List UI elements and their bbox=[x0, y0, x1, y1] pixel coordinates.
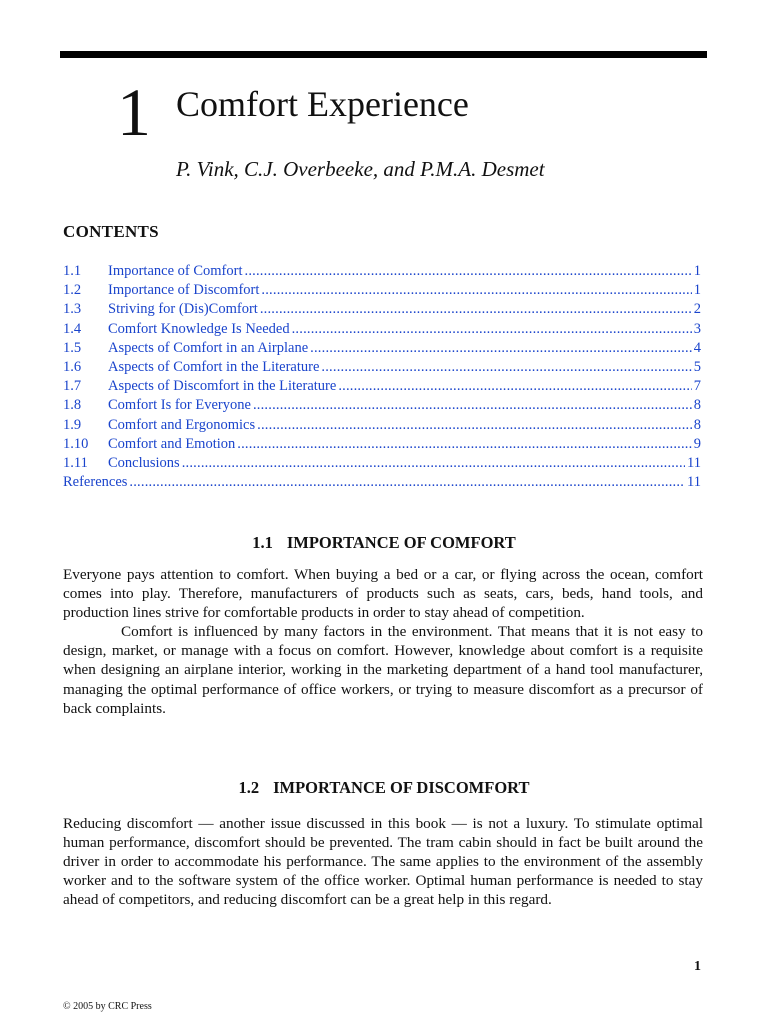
toc-dot-leader bbox=[237, 436, 691, 453]
chapter-top-rule bbox=[60, 51, 707, 58]
toc-dot-leader bbox=[257, 417, 692, 434]
toc-dot-leader bbox=[260, 301, 692, 318]
copyright-notice: © 2005 by CRC Press bbox=[63, 1001, 152, 1012]
toc-entry-number: 1.5 bbox=[63, 339, 82, 356]
section-number: 1.2 bbox=[238, 778, 260, 797]
toc-entry-page: 11 bbox=[687, 474, 701, 491]
toc-entry-page: 5 bbox=[693, 358, 701, 375]
toc-dot-leader bbox=[310, 340, 692, 357]
page-number: 1 bbox=[694, 959, 701, 974]
toc-entry-page: 2 bbox=[693, 301, 701, 318]
toc-entry[interactable] bbox=[63, 378, 701, 397]
chapter-title: Comfort Experience bbox=[176, 84, 469, 124]
toc-entry-number: 1.2 bbox=[63, 282, 82, 299]
toc-entry-title: References bbox=[63, 474, 128, 491]
table-of-contents bbox=[63, 263, 701, 493]
toc-entry[interactable] bbox=[63, 321, 701, 340]
toc-entry-page: 1 bbox=[693, 263, 701, 279]
toc-entry[interactable] bbox=[63, 263, 701, 282]
toc-entry-title: Comfort Knowledge Is Needed bbox=[108, 320, 290, 337]
section-body bbox=[63, 565, 703, 718]
toc-entry-page: 7 bbox=[693, 378, 701, 395]
toc-entry-page: 11 bbox=[687, 454, 701, 471]
toc-dot-leader bbox=[129, 474, 685, 491]
toc-dot-leader bbox=[245, 263, 692, 280]
toc-entry-number: 1.1 bbox=[63, 263, 82, 279]
toc-entry-page: 8 bbox=[693, 416, 701, 433]
toc-entry-title: Aspects of Discomfort in the Literature bbox=[108, 378, 337, 395]
toc-entry-title: Importance of Comfort bbox=[108, 263, 243, 279]
section-title: IMPORTANCE OF COMFORT bbox=[286, 533, 516, 552]
toc-entry-page: 9 bbox=[693, 435, 701, 452]
toc-dot-leader bbox=[321, 359, 691, 376]
paragraph: Comfort is influenced by many factors in the environment. That means that it is not easy to design, market, or manage with a focus on comfort. However, knowledge about comfort is a requisite when designing an airplane interior, working in the marketing department of a hand tool manufacturer, managing the optimal performance of office workers, or trying to measure discomfort as a precursor of back complaints. bbox=[63, 623, 703, 717]
toc-entry-number: 1.4 bbox=[63, 320, 82, 337]
toc-entry-title: Conclusions bbox=[108, 454, 180, 471]
toc-entry-title: Striving for (Dis)Comfort bbox=[108, 301, 258, 318]
toc-entry-number: 1.8 bbox=[63, 397, 82, 414]
chapter-authors: P. Vink, C.J. Overbeeke, and P.M.A. Desmet bbox=[176, 157, 545, 181]
section-number: 1.1 bbox=[252, 533, 273, 552]
toc-entry-title: Comfort Is for Everyone bbox=[108, 397, 251, 414]
toc-entry-number: 1.9 bbox=[63, 416, 82, 433]
section-body bbox=[63, 814, 703, 909]
toc-entry-number: 1.6 bbox=[63, 358, 82, 375]
toc-entry-title: Comfort and Emotion bbox=[108, 435, 236, 452]
contents-heading: CONTENTS bbox=[63, 222, 159, 241]
toc-entry[interactable] bbox=[63, 301, 701, 320]
toc-entry-references[interactable] bbox=[63, 474, 701, 493]
toc-entry-number: 1.11 bbox=[63, 454, 88, 471]
toc-entry[interactable] bbox=[63, 417, 701, 436]
toc-dot-leader bbox=[253, 397, 692, 414]
toc-entry[interactable] bbox=[63, 340, 701, 359]
toc-entry[interactable] bbox=[63, 436, 701, 455]
toc-dot-leader bbox=[261, 282, 691, 299]
toc-entry-title: Aspects of Comfort in an Airplane bbox=[108, 339, 309, 356]
toc-entry[interactable] bbox=[63, 455, 701, 474]
toc-entry-page: 4 bbox=[693, 339, 701, 356]
toc-entry-number: 1.7 bbox=[63, 378, 82, 395]
section-title: IMPORTANCE OF DISCOMFORT bbox=[273, 778, 530, 797]
paragraph: Everyone pays attention to comfort. When buying a bed or a car, or flying across the ocean, comfort comes into play. Therefore, manufacturers of products such as seats, cars, beds, hand tools, and production lines strive for comfortable products in order to stay ahead of competition. bbox=[63, 566, 703, 622]
toc-entry-number: 1.3 bbox=[63, 301, 82, 318]
toc-entry-title: Aspects of Comfort in the Literature bbox=[108, 358, 320, 375]
toc-entry-title: Importance of Discomfort bbox=[108, 282, 260, 299]
toc-dot-leader bbox=[338, 378, 691, 395]
toc-entry-page: 8 bbox=[693, 397, 701, 414]
toc-entry-number: 1.10 bbox=[63, 435, 89, 452]
toc-entry[interactable] bbox=[63, 359, 701, 378]
toc-entry[interactable] bbox=[63, 397, 701, 416]
toc-entry-title: Comfort and Ergonomics bbox=[108, 416, 256, 433]
toc-entry-page: 1 bbox=[693, 282, 701, 299]
toc-entry-page: 3 bbox=[693, 320, 701, 337]
toc-dot-leader bbox=[182, 455, 685, 472]
toc-dot-leader bbox=[292, 321, 692, 338]
paragraph: Reducing discomfort — another issue discussed in this book — is not a luxury. To stimulate optimal human performance, discomfort should be prevented. The tram cabin should in fact be built around the driver in order to accommodate his performance. The same applies to the environment of the assembly worker and to the software system of the office worker. Optimal human performance is needed to stay ahead of competitors, and reducing discomfort can be a great help in this regard. bbox=[63, 815, 703, 909]
section-heading bbox=[0, 780, 768, 797]
chapter-number: 1 bbox=[117, 74, 151, 150]
section-heading bbox=[0, 535, 768, 552]
toc-entry[interactable] bbox=[63, 282, 701, 301]
